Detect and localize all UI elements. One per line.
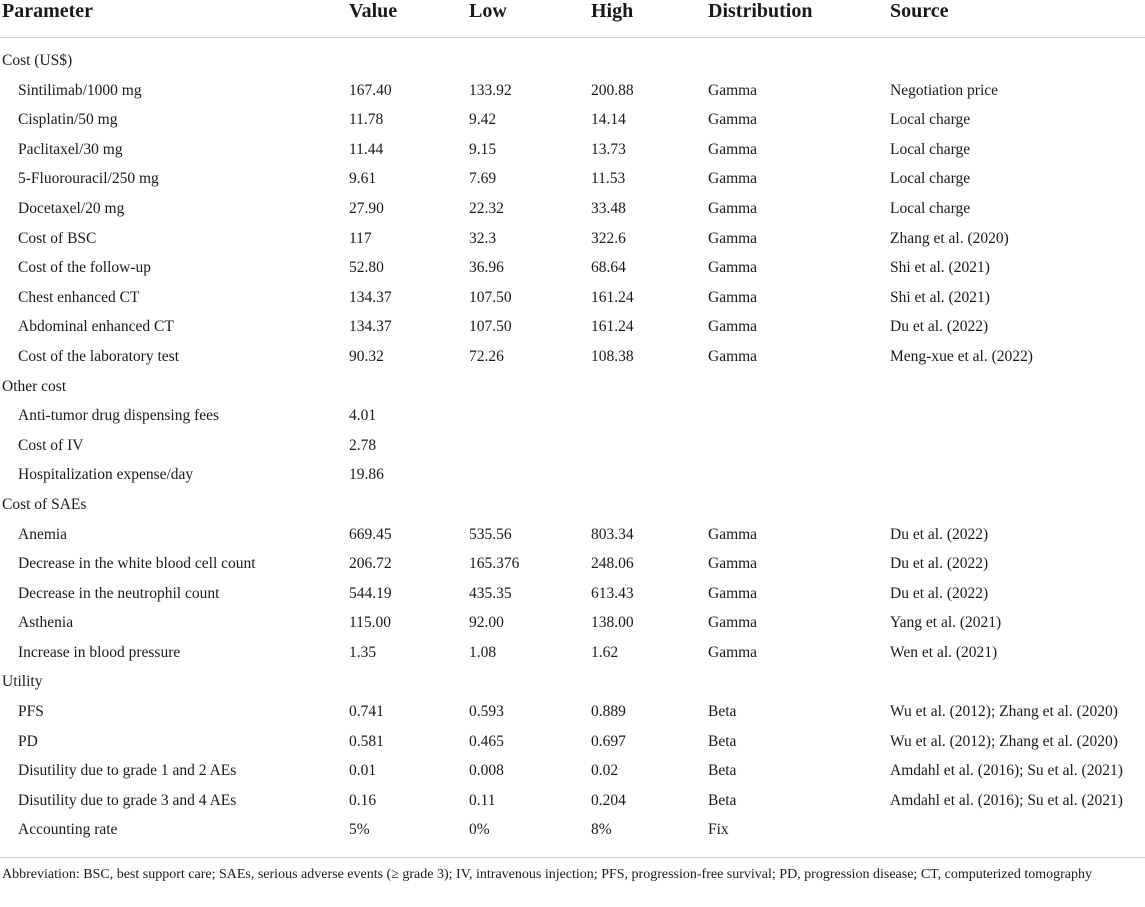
cell-distribution: Beta — [708, 762, 737, 780]
section-row — [0, 372, 1145, 402]
header-parameter: Parameter — [0, 0, 349, 38]
cell-source: Du et al. (2022) — [890, 318, 989, 336]
cell-value: 0.741 — [349, 703, 384, 721]
cell-low — [469, 460, 591, 490]
table-row — [0, 224, 1145, 254]
cell-value: 5% — [349, 821, 370, 839]
section-label: Cost (US$) — [2, 52, 73, 69]
table-row — [0, 638, 1145, 668]
cell-high: 161.24 — [591, 318, 634, 336]
cell-source: Zhang et al. (2020) — [890, 229, 1009, 247]
cell-high: 68.64 — [591, 259, 626, 277]
cell-distribution: Gamma — [708, 347, 758, 365]
cell-low: 22.32 — [469, 199, 504, 217]
cell-parameter: PD — [18, 732, 38, 750]
cell-source: Wu et al. (2012); Zhang et al. (2020) — [890, 732, 1118, 750]
section-label: Utility — [2, 673, 43, 691]
cell-low: 9.15 — [469, 140, 497, 158]
cell-low: 0.593 — [469, 703, 504, 721]
cell-distribution — [708, 460, 890, 490]
table-row — [0, 549, 1145, 579]
cell-low — [469, 431, 591, 461]
cell-distribution: Gamma — [708, 229, 758, 247]
cell-low: 92.00 — [469, 614, 504, 632]
cell-value: 115.00 — [349, 614, 392, 632]
cell-low: 72.26 — [469, 347, 504, 365]
table-row — [0, 76, 1145, 106]
cell-distribution: Gamma — [708, 170, 758, 188]
table-row — [0, 194, 1145, 224]
cell-value: 4.01 — [349, 407, 377, 425]
cell-low: 0% — [469, 821, 490, 839]
table-body — [0, 38, 1145, 846]
cell-high: 13.73 — [591, 140, 626, 158]
cell-source: Amdahl et al. (2016); Su et al. (2021) — [890, 762, 1123, 780]
cell-high: 0.697 — [591, 732, 626, 750]
cell-low: 0.465 — [469, 732, 504, 750]
cell-low: 9.42 — [469, 111, 497, 129]
cell-source: Local charge — [890, 111, 971, 129]
cell-source — [890, 460, 1145, 490]
table-row — [0, 135, 1145, 165]
cell-source — [890, 431, 1145, 461]
cell-value: 0.581 — [349, 732, 384, 750]
cell-value: 19.86 — [349, 466, 384, 484]
section-row — [0, 38, 1145, 76]
cell-distribution: Beta — [708, 703, 737, 721]
cell-low: 32.3 — [469, 229, 497, 247]
cell-source: Du et al. (2022) — [890, 584, 989, 602]
cell-parameter: Decrease in the white blood cell count — [18, 555, 256, 573]
cell-high: 0.204 — [591, 791, 626, 809]
cell-parameter: Cost of IV — [18, 436, 84, 454]
cell-low: 7.69 — [469, 170, 497, 188]
table-row — [0, 253, 1145, 283]
cell-value: 0.01 — [349, 762, 377, 780]
cell-distribution: Gamma — [708, 111, 758, 129]
cell-value: 134.37 — [349, 318, 392, 336]
cell-parameter: Paclitaxel/30 mg — [18, 140, 123, 158]
header-low: Low — [469, 0, 591, 38]
cell-distribution: Gamma — [708, 288, 758, 306]
cell-high: 803.34 — [591, 525, 634, 543]
cell-high: 108.38 — [591, 347, 634, 365]
cell-parameter: 5-Fluorouracil/250 mg — [18, 170, 159, 188]
cell-high: 161.24 — [591, 288, 634, 306]
cell-low: 133.92 — [469, 81, 512, 99]
table-row — [0, 608, 1145, 638]
cell-value: 2.78 — [349, 436, 377, 454]
cell-source: Local charge — [890, 170, 971, 188]
cell-parameter: Cost of BSC — [18, 229, 97, 247]
cell-high: 0.889 — [591, 703, 626, 721]
cell-parameter: Accounting rate — [18, 821, 118, 839]
table-row — [0, 460, 1145, 490]
cell-source: Yang et al. (2021) — [890, 614, 1002, 632]
cell-high: 613.43 — [591, 584, 634, 602]
cell-source: Local charge — [890, 140, 971, 158]
cell-value: 90.32 — [349, 347, 384, 365]
table-row — [0, 342, 1145, 372]
header-high: High — [591, 0, 708, 38]
cell-distribution: Gamma — [708, 584, 758, 602]
header-distribution: Distribution — [708, 0, 890, 38]
cell-distribution — [708, 401, 890, 431]
cell-low: 36.96 — [469, 259, 504, 277]
cell-value: 117 — [349, 229, 372, 247]
cell-parameter: PFS — [18, 703, 44, 721]
cell-parameter: Hospitalization expense/day — [18, 466, 194, 484]
cell-source: Negotiation price — [890, 81, 999, 99]
cell-parameter: Cost of the laboratory test — [18, 347, 179, 365]
cell-source: Du et al. (2022) — [890, 555, 989, 573]
cell-low: 165.376 — [469, 555, 520, 573]
cell-distribution: Gamma — [708, 140, 758, 158]
table-row — [0, 727, 1145, 757]
header-source: Source — [890, 0, 1145, 38]
cell-distribution: Beta — [708, 732, 737, 750]
cell-value: 9.61 — [349, 170, 377, 188]
table-row — [0, 105, 1145, 135]
cell-source: Local charge — [890, 199, 971, 217]
cell-distribution: Gamma — [708, 614, 758, 632]
cell-distribution: Gamma — [708, 259, 758, 277]
cell-high: 248.06 — [591, 555, 634, 573]
section-label: Other cost — [2, 377, 67, 395]
section-row — [0, 667, 1145, 697]
cell-value: 167.40 — [349, 81, 392, 99]
header-row — [0, 0, 1145, 38]
table-row — [0, 283, 1145, 313]
cell-low: 435.35 — [469, 584, 512, 602]
cell-high — [591, 401, 708, 431]
cell-high: 322.6 — [591, 229, 626, 247]
cell-parameter: Disutility due to grade 3 and 4 AEs — [18, 791, 237, 809]
cell-parameter: Decrease in the neutrophil count — [18, 584, 220, 602]
table-row — [0, 756, 1145, 786]
cell-low: 107.50 — [469, 318, 512, 336]
section-label: Cost of SAEs — [2, 495, 87, 513]
cell-distribution: Gamma — [708, 555, 758, 573]
cell-source: Amdahl et al. (2016); Su et al. (2021) — [890, 791, 1123, 809]
cell-source — [890, 815, 1145, 845]
cell-value: 206.72 — [349, 555, 392, 573]
table-footnote: Abbreviation: BSC, best support care; SAEs, serious adverse events (≥ grade 3); IV, intravenous injection; PFS, progression-free survival; PD, progression disease; CT, computerized tomography — [2, 867, 1093, 882]
cell-low: 107.50 — [469, 288, 512, 306]
table-row — [0, 579, 1145, 609]
cell-low: 0.008 — [469, 762, 504, 780]
header-value: Value — [349, 0, 469, 38]
cell-low: 535.56 — [469, 525, 512, 543]
cell-parameter: Sintilimab/1000 mg — [18, 81, 142, 99]
cell-distribution — [708, 431, 890, 461]
cell-high: 1.62 — [591, 643, 619, 661]
cell-parameter: Docetaxel/20 mg — [18, 199, 125, 217]
table-header — [0, 0, 1145, 38]
cell-value: 27.90 — [349, 199, 384, 217]
section-row — [0, 490, 1145, 520]
cell-distribution: Gamma — [708, 525, 758, 543]
cell-distribution: Gamma — [708, 81, 758, 99]
cell-high: 11.53 — [591, 170, 626, 188]
cell-high: 0.02 — [591, 762, 619, 780]
cell-high — [591, 431, 708, 461]
cell-parameter: Asthenia — [18, 614, 74, 632]
cell-value: 544.19 — [349, 584, 392, 602]
table-row — [0, 697, 1145, 727]
cell-value: 52.80 — [349, 259, 384, 277]
table-row — [0, 164, 1145, 194]
cell-value: 0.16 — [349, 791, 377, 809]
table-row — [0, 312, 1145, 342]
table-row — [0, 786, 1145, 816]
cell-high — [591, 460, 708, 490]
cell-distribution: Beta — [708, 791, 737, 809]
cell-parameter: Chest enhanced CT — [18, 288, 140, 306]
cell-parameter: Anemia — [18, 525, 68, 543]
cell-high: 8% — [591, 821, 612, 839]
table-row — [0, 401, 1145, 431]
cell-parameter: Increase in blood pressure — [18, 643, 181, 661]
table-row — [0, 431, 1145, 461]
cell-parameter: Cost of the follow-up — [18, 259, 152, 277]
cell-distribution: Gamma — [708, 318, 758, 336]
footer-divider — [0, 857, 1145, 858]
cell-source: Shi et al. (2021) — [890, 288, 990, 306]
cell-value: 134.37 — [349, 288, 392, 306]
cell-high: 138.00 — [591, 614, 634, 632]
cell-low — [469, 401, 591, 431]
cell-distribution: Gamma — [708, 643, 758, 661]
cell-source: Du et al. (2022) — [890, 525, 989, 543]
cell-low: 0.11 — [469, 791, 496, 809]
cell-distribution: Fix — [708, 821, 729, 839]
cell-source: Wu et al. (2012); Zhang et al. (2020) — [890, 703, 1118, 721]
cell-value: 11.78 — [349, 111, 384, 129]
table-row — [0, 520, 1145, 550]
cell-parameter: Cisplatin/50 mg — [18, 111, 118, 129]
cell-value: 11.44 — [349, 140, 384, 158]
cell-distribution: Gamma — [708, 199, 758, 217]
cell-parameter: Disutility due to grade 1 and 2 AEs — [18, 762, 237, 780]
cell-value: 669.45 — [349, 525, 392, 543]
cell-source: Meng-xue et al. (2022) — [890, 347, 1033, 365]
cell-source: Wen et al. (2021) — [890, 643, 998, 661]
cell-parameter: Anti-tumor drug dispensing fees — [18, 407, 220, 425]
cell-low: 1.08 — [469, 643, 497, 661]
table-row — [0, 815, 1145, 845]
cell-high: 200.88 — [591, 81, 634, 99]
cell-high: 33.48 — [591, 199, 626, 217]
cell-parameter: Abdominal enhanced CT — [18, 318, 174, 336]
cell-source: Shi et al. (2021) — [890, 259, 990, 277]
cell-value: 1.35 — [349, 643, 377, 661]
cell-source — [890, 401, 1145, 431]
cell-high: 14.14 — [591, 111, 626, 129]
